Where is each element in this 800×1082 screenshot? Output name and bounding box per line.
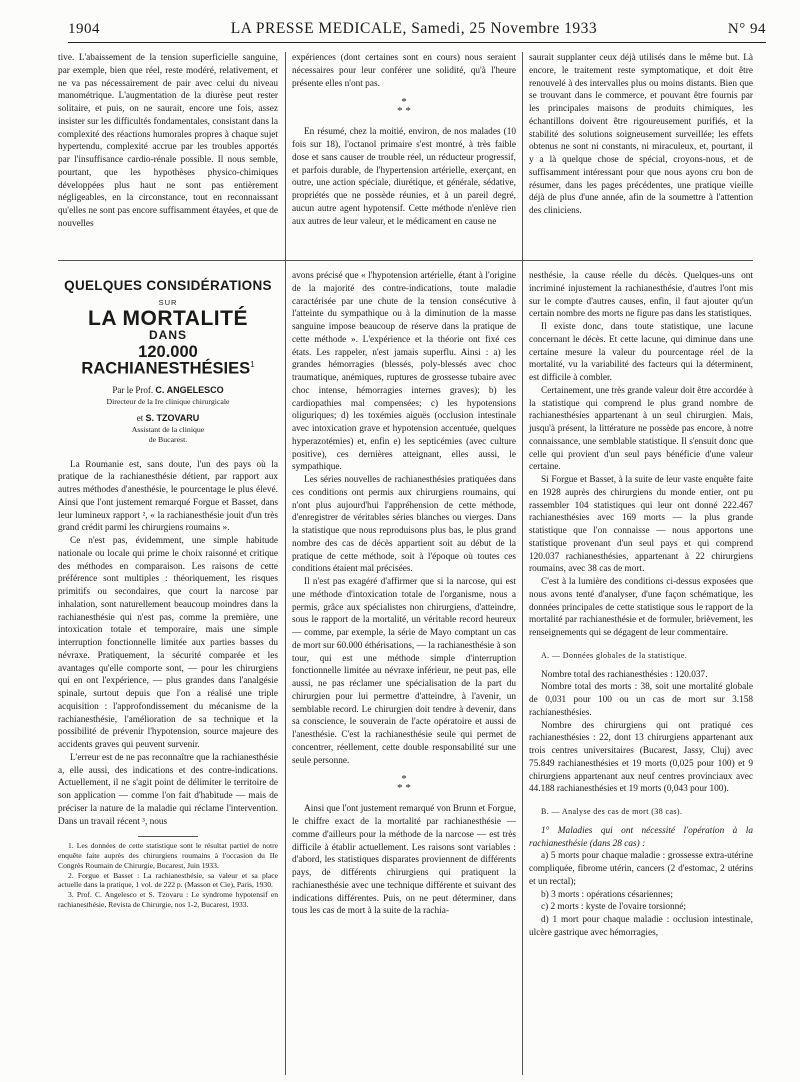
article-paragraph: Si Forgue et Basset, à la suite de leur vaste enquête faite en 1928 auprès des chirurgiens du monde entier, ont pu rassembler 104 statistiques qui leur ont donné 222.467 rachianesthésies avec 169 morts — la plus grande statistique que l'on connaisse — nous apportons une statistique provenant d'un seul pays et qui comprend 120.037 rachianesthésies, appartenant à 22 chirurgiens roumains, avec 38 cas de mort. <box>529 475 753 575</box>
section-heading-a: A. — Données globales de la statistique. <box>541 650 688 660</box>
article-title-sur: SUR <box>158 297 178 307</box>
article-paragraph: Il existe donc, dans toute statistique, une lacune concernant le décès. Et cette lacune, qui diminue dans une certaine mesure la valeur du pourcentage réel de la mortalité, vu la variabilité des facteurs qui la déterminent, est difficile à combler. <box>529 322 753 383</box>
stat-subheading: 1° Maladies qui ont nécessité l'opération à la rachianesthésie (dans 28 cas) : <box>529 825 753 849</box>
stat-item: b) 3 morts : opérations césariennes; <box>541 889 673 900</box>
footnote-2: 2. Forgue et Basset : La rachianesthésie, sa valeur et sa place actuelle dans la pratique, 1 vol. de 222 p. (Masson et Cie), Paris, 1930. <box>58 870 278 890</box>
column-divider <box>522 270 523 1075</box>
header-rule <box>68 42 766 43</box>
title-footnote-ref: 1 <box>250 359 255 369</box>
footnote-3: 3. Prof. C. Angelesco et S. Tzovaru : Le syndrome hypotensif en rachianesthésie, Revista de Chirurgie, nos 1-2, Bucarest, 1933. <box>58 890 278 910</box>
author-2 <box>58 412 278 425</box>
author-2-affiliation-2: de Bucarest. <box>148 434 188 444</box>
footnote-rule <box>138 836 198 837</box>
article-paragraph: Ainsi que l'ont justement remarqué von Brunn et Forgue, le chiffre exact de la mortalité par rachianesthésie — comme d'ailleurs pour la méthode de la narcose — est très difficile à établir actuellement. Les raisons sont variables : d'abord, les statistiques disparates proviennent de différents pays, de différents chirurgiens qui pratiquent la rachianesthésie avec une technique différente et suivant des indications différentes. Puis, on ne peut déterminer, dans tous les cas de mort à la suite de la rachia- <box>292 804 516 917</box>
article-title-main: LA MORTALITÉ <box>88 306 248 330</box>
section-separator <box>58 260 753 261</box>
column-divider <box>285 270 286 1075</box>
author-2-name: S. TZOVARU <box>145 412 200 423</box>
page-header <box>68 20 766 42</box>
author-1-prefix: Par le Prof. <box>112 385 154 395</box>
article-paragraph: nesthésie, la cause réelle du décès. Quelques-uns ont incriminé injustement la rachianesthésie, d'autres l'ont mis sur le compte d'autres causes, enfin, il faut ajouter qu'un certain nombre des morts ne figure pas dans les statistiques. <box>529 271 753 320</box>
issue-number: N° 94 <box>727 21 766 37</box>
author-1-affiliation: Directeur de la Ire clinique chirurgicale <box>106 396 230 406</box>
article-paragraph: Il n'est pas exagéré d'affirmer que si la narcose, qui est une méthode d'intoxication totale de l'organisme, nous a permis, grâce aux spécialistes non chirurgiens, d'atteindre, sous le rapport de la mortalité, un véritable record heureux — comme, par exemple, la série de Mayo comptant un cas de mort sur 60.000 éthérisations, — la rachianesthésie à son tour, qui est une méthode simple d'interruption fonctionnelle limitée au névraxe inférieur, ne peut pas, elle aussi, ne pas réclamer une spécialisation de la part du chirurgien pour lui permettre d'atteindre, à l'avenir, un semblable record. Le chirurgien doit tendre à devenir, dans sa conscience, le souverain de l'acte opératoire et aussi de l'anesthésie. C'est la rachianesthésie seule qui permet de concentrer, réellement, cette double responsabilité sur une seule personne. <box>292 577 516 766</box>
article-title-line3 <box>58 343 278 378</box>
article-paragraph: L'erreur est de ne pas reconnaître que la rachianesthésie a, elle aussi, des indications et des contre-indications. Actuellement, il ne s'agit point de délimiter le territoire de son application — comme l'on fait d'habitude — mais de préciser la nature de la maladie qui réclame l'intervention. Dans un travail récent ³, nous <box>58 752 278 827</box>
footnotes <box>58 841 278 910</box>
top-column-3 <box>529 52 753 218</box>
author-1-name: C. ANGELESCO <box>155 385 224 395</box>
author-2-prefix: et <box>136 412 144 423</box>
top-column-2 <box>292 52 516 228</box>
stat-item: a) 5 morts pour chaque maladie : grossesse extra-utérine compliquée, fibrome utérin, cancers (2 d'estomac, 2 utérins et un rectal); <box>529 851 753 887</box>
article-title-line1: QUELQUES CONSIDÉRATIONS <box>64 278 272 293</box>
article-title-count: 120.000 RACHIANESTHÉSIES <box>81 343 251 378</box>
section-heading-b: B. — Analyse des cas de mort (38 cas). <box>541 807 683 816</box>
top-col3-text: saurait supplanter ceux déjà utilisés dans le même but. Là encore, le traitement reste symptomatique, et doit être renouvelé à des intervalles plus ou moins distants. Bien que se trouvant dans le commerce, et pouvant être fournis par les principales maisons de produits chimiques, les échantillons doivent être rigoureusement purifiés, et la stabilité des solutions soigneusement surveillée; les effets obtenus ne sont ni constants, ni miraculeux, et, pourtant, il y a là quelque chose de spécial, croyons-nous, et de suffisamment intéressant pour que nous ayons cru bon de résumer, dans les pages précédentes, une pratique vieille déjà de plus d'une année, afin de la soumettre à l'attention des cliniciens. <box>529 53 753 216</box>
author-1 <box>58 384 278 397</box>
article-column-2 <box>292 270 516 918</box>
top-col2-text-b: En résumé, chez la moitié, environ, de nos malades (10 fois sur 18), l'octanol primaire s'est montré, à très faible dose et sans causer de trouble réel, un réducteur progressif, et parfois durable, de l'hypertension artérielle, exerçant, en outre, une action spéciale, diurétique, et générale, sédative, propriétés que ne possède réunies, et à un pareil degré, aucun autre agent hypotensif. Cette méthode n'enlève rien aux autres de leur valeur, et le médicament en cause ne <box>292 127 516 227</box>
article-paragraph: Ce n'est pas, évidemment, une simple habitude nationale ou locale qui prime le choix raisonné et critique des méthodes en comparaison. Les raisons de cette préférence sont multiples : théoriquement, les risques primitifs ou secondaires, que court la narcose par inhalation, sont naturellement beaucoup moindres dans la rachianesthésie qui n'est pas, comme la première, une intoxication totale et temporaire, mais une simple interruption fonctionnelle limitée aux parties basses du névraxe. Pratiquement, la sécurité comparée et les avantages qu'elle comporte sont, — pour les chirurgiens qui en ont l'expérience, — plus grandes dans l'analgésie spinale, surtout depuis que l'on a réalisé une triple acquisition : l'approfondissement du mécanisme de la rachianesthésie, l'amélioration de sa technique et la possibilité de prévenir l'hypotension, source majeure des accidents graves qui peuvent survenir. <box>58 536 278 750</box>
article-paragraph: C'est à la lumière des conditions ci-dessus exposées que nous avons tenté d'analyser, d'une façon schématique, les données principales de cette statistique sous le rapport de la mortalité par rachianesthésie et de formuler, brièvement, les renseignements qui se dégagent de leur commentaire. <box>529 577 753 638</box>
stat-item: c) 2 morts : kyste de l'ovaire torsionné; <box>541 902 686 913</box>
page-year: 1904 <box>68 21 100 37</box>
author-2-affiliation-1: Assistant de la clinique <box>131 424 205 434</box>
article-title-block <box>58 280 278 445</box>
stat-paragraph: Nombre des chirurgiens qui ont pratiqué ces rachianesthésies : 22, dont 13 chirurgiens appartenant aux trois centres universitaires (Bucarest, Jassy, Cluj) avec 75.849 rachianesthésies et 19 morts (0,025 pour 100) et 9 chirurgiens appartenant aux neuf centres provinciaux avec 44.188 rachianesthésies et 19 morts (0,043 pour 100). <box>529 720 753 795</box>
article-column-1 <box>58 274 278 910</box>
section-stars: * * * <box>397 773 411 795</box>
top-col1-text: tive. L'abaissement de la tension superficielle sanguine, par exemple, bien que réel, reste modéré, relativement, et ne va pas nécessairement de pair avec celui du niveau manométrique. L'augmentation de la diurèse peut rester solitaire, et puis, on ne saurait, encore une fois, assez insister sur les difficultés fondamentales, consistant dans la complexité des réactions humorales propres à chaque sujet hypertendu, complexité accrue par les troubles apportés par l'insuffisance cardio-rénale possible. Il nous semble, pourtant, que les hypothèses physico-chimiques développées plus haut ne sont pas entièrement négligeables, en la circonstance, tout en reconnaissant qu'elles ne sont pas encore suffisamment étayées, et que de nouvelles <box>58 53 278 229</box>
section-stars: * * * <box>397 96 411 118</box>
stat-paragraph: Nombre total des rachianesthésies : 120.037. <box>541 669 708 680</box>
article-paragraph: avons précisé que « l'hypotension artérielle, étant à l'origine de la majorité des contre-indications, toute maladie caractérisée par une chute de la tension consécutive à l'atteinte du sympathique ou à la diminution de la masse sanguine impose beaucoup de réserve dans la pratique de cette méthode ». L'expérience et la théorie ont fixé ces états. Les rappeler, n'est jamais superflu. Ainsi : a) les grandes hémorragies (blessés, poly-blessés avec choc traumatique, anémiques, ruptures de grossesse tubaire avec choc intense, hémorragies internes graves); b) les cardiopathies mal compensées; c) les hypotensions oliguriques; d) les toxémies aiguës (occlusion intestinale avec intoxication grave et hypotension accentuée, quelques hyperazotémies) et, enfin e) les septicémies (avec culture positive), ces dernières atteignant, elles aussi, le sympathique. <box>292 271 516 473</box>
column-divider <box>285 52 286 270</box>
journal-title: LA PRESSE MEDICALE, Samedi, 25 Novembre 1933 <box>230 20 598 37</box>
column-divider <box>522 52 523 270</box>
top-column-1 <box>58 52 278 231</box>
top-col2-text-a: expériences (dont certaines sont en cours) nous seraient nécessaires pour leur conférer une solidité, qu'à l'heure présente elles n'ont pas. <box>292 53 516 89</box>
footnote-1: 1. Les données de cette statistique sont le résultat partiel de notre enquête faite auprès des chirurgiens roumains à l'occasion du IIe Congrès Roumain de Chirurgie, Bucarest, Juin 1933. <box>58 841 278 870</box>
article-column-3 <box>529 270 753 940</box>
stat-item: d) 1 mort pour chaque maladie : occlusion intestinale, ulcère gastrique avec hémorragies, <box>529 915 753 938</box>
article-paragraph: Certainement, une très grande valeur doit être accordée à la statistique qui comprend le plus grand nombre de rachianesthésies appartenant à un seul chirurgien. Mais, jusqu'à présent, la littérature ne possède pas encore, à notre connaissance, une semblable statistique. Il s'ensuit donc que celle qui provient d'un seul pays bénéficie d'une valeur certaine. <box>529 385 753 473</box>
article-paragraph: La Roumanie est, sans doute, l'un des pays où la pratique de la rachianesthésie détient, par rapport aux autres méthodes d'anesthésie, le pourcentage le plus élevé. Ainsi que l'ont justement remarqué Forgue et Basset, dans leur lumineux rapport ², « la rachianesthésie jouit d'un très grand crédit parmi les chirurgiens roumains ». <box>58 459 278 534</box>
article-title-dans: DANS <box>148 328 187 343</box>
article-paragraph: Les séries nouvelles de rachianesthésies pratiquées dans ces conditions ont permis aux chirurgiens roumains, qui n'ont plus aujourd'hui l'appréhension de cette méthode, d'enregistrer de véritables séries blanches ou vierges. Dans la statistique que nous reproduisons plus bas, le plus grand nombre des cas de décès appartient soit au début de la pratique de cette méthode, soit à l'époque où toutes ces conditions étaient mal précisées. <box>292 475 516 575</box>
stat-paragraph: Nombre total des morts : 38, soit une mortalité globale de 0,031 pour 100 ou un cas de mort sur 3.158 rachianesthésies. <box>529 682 753 718</box>
